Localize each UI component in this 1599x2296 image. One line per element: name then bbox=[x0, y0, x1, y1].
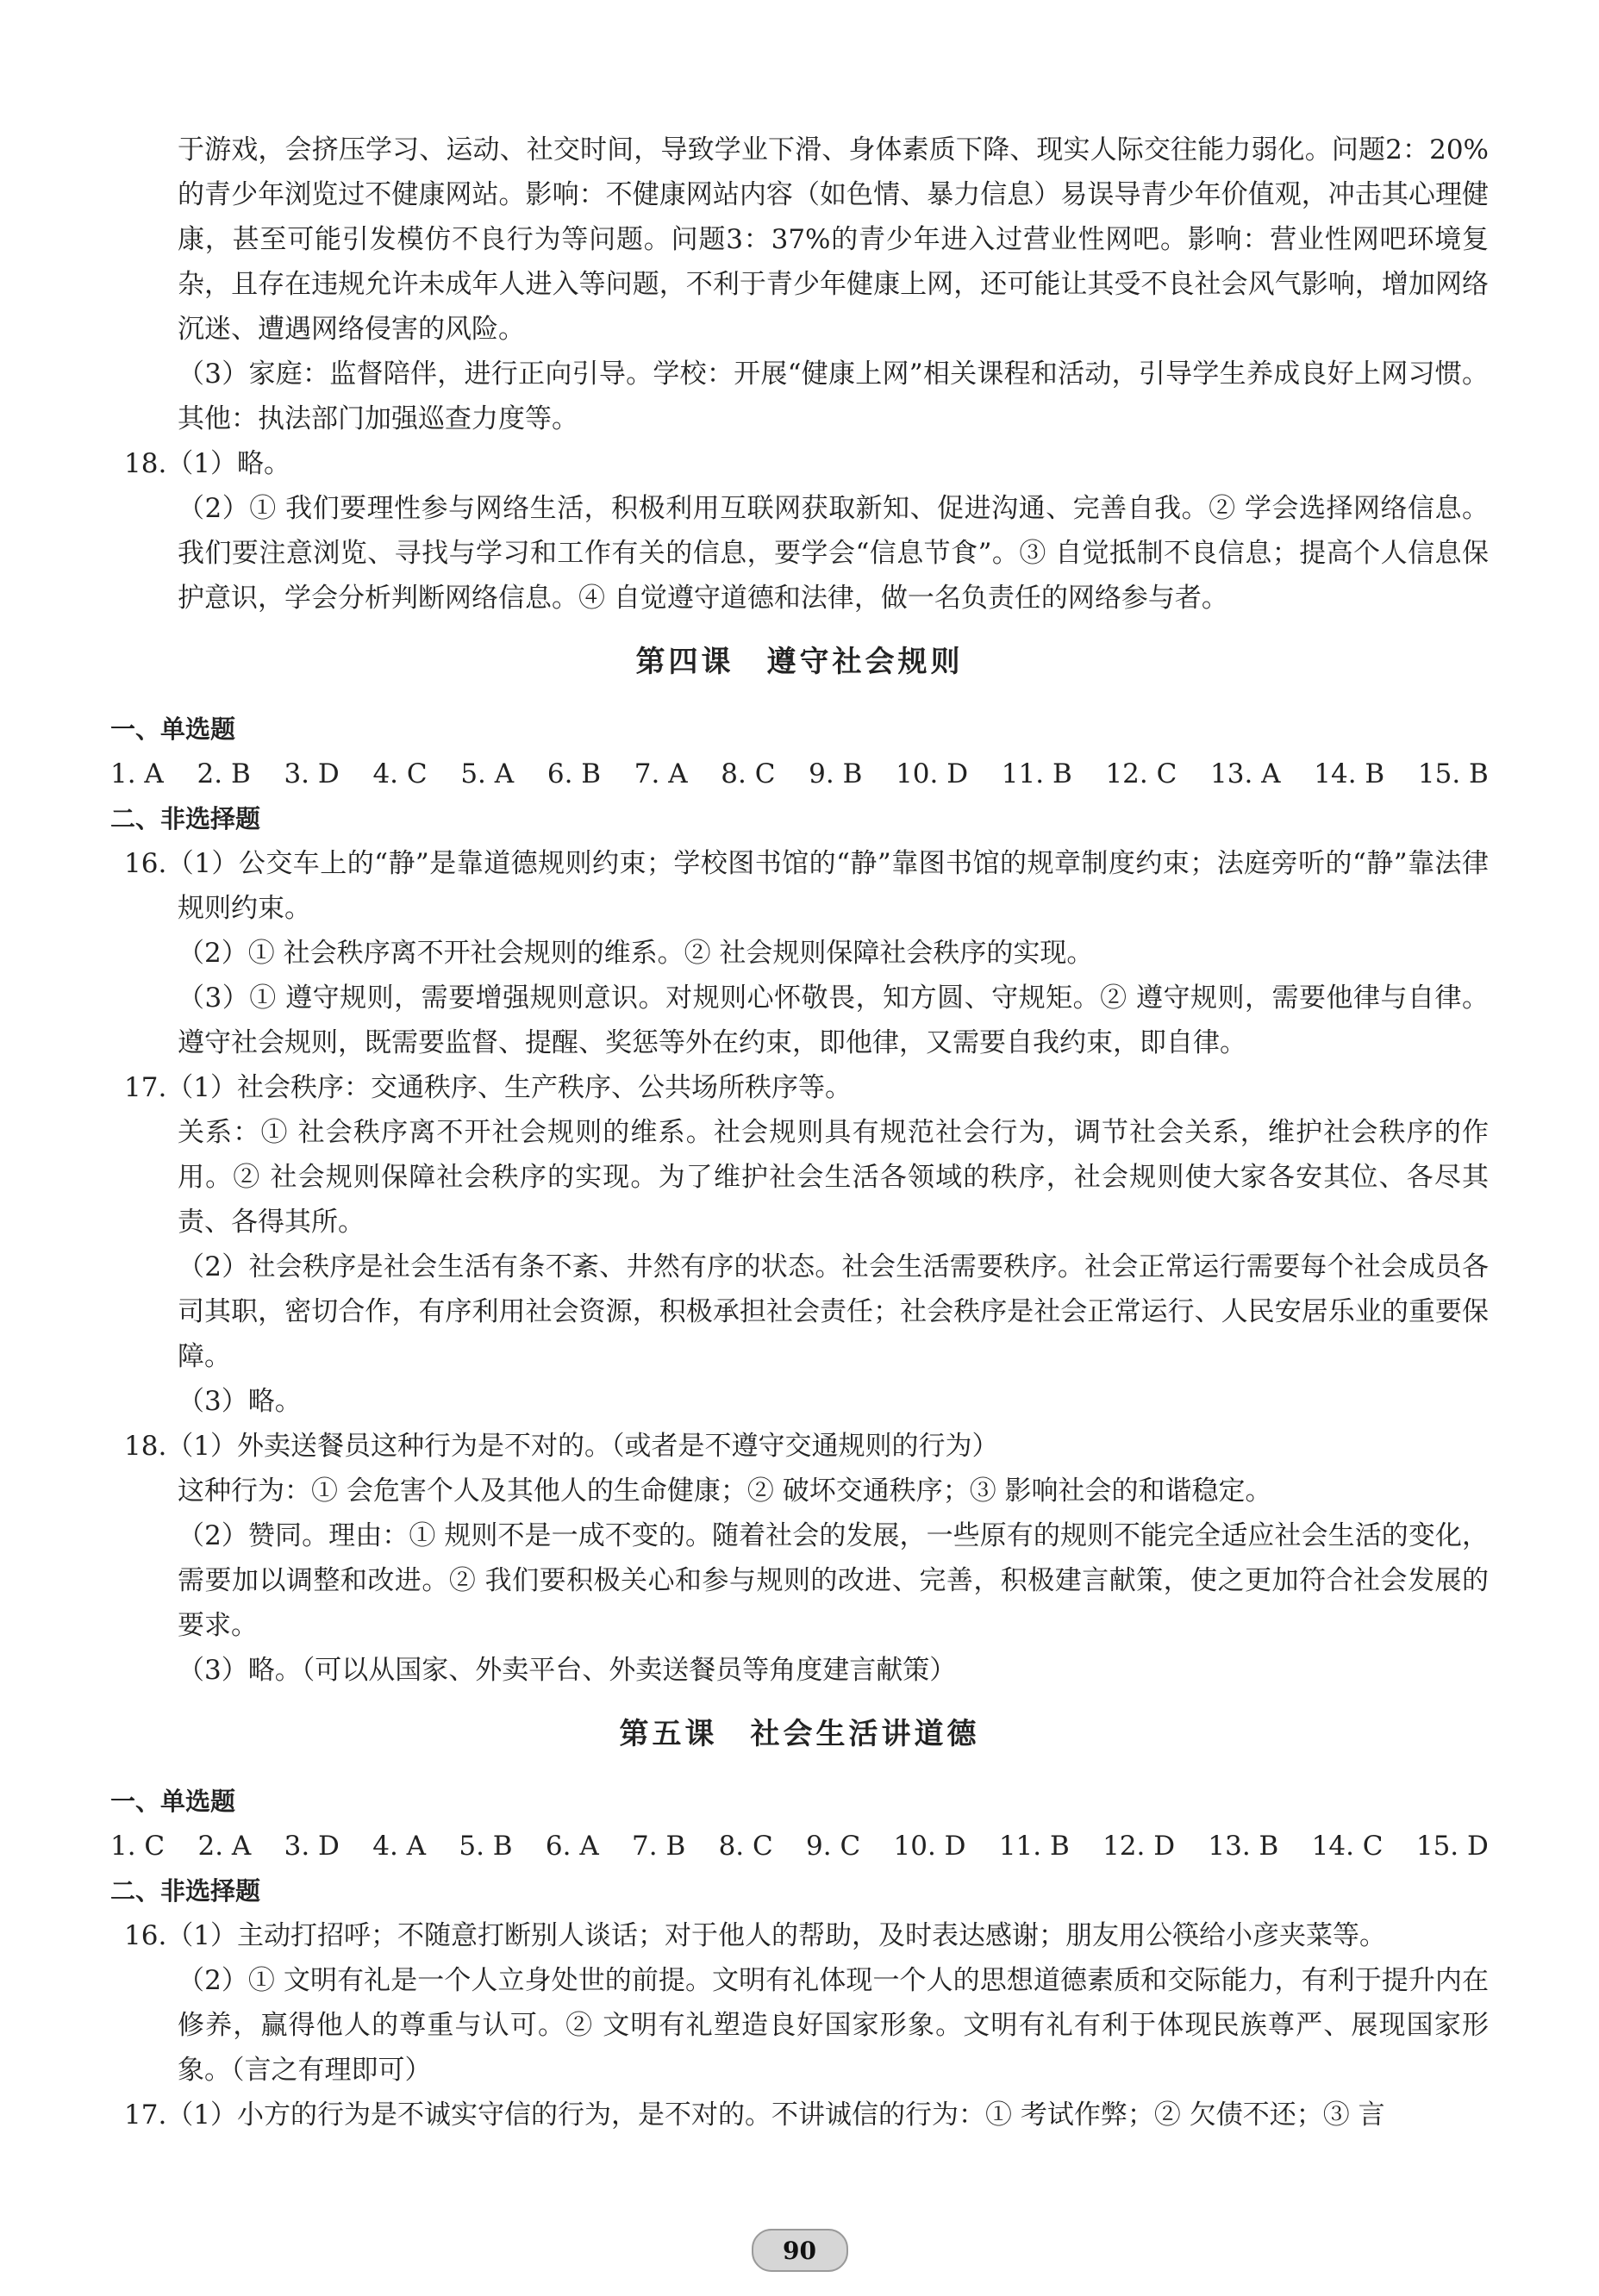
answer-key-row bbox=[110, 1824, 1489, 1869]
answer-paragraph: （3）略。（可以从国家、外卖平台、外卖送餐员等角度建言献策） bbox=[178, 1655, 957, 1686]
answer-item: 3. D bbox=[284, 1831, 340, 1862]
answer-item: 14. C bbox=[1311, 1831, 1384, 1862]
answer-item: 12. C bbox=[1105, 758, 1177, 789]
answer-item: 9. B bbox=[809, 758, 863, 789]
answer-item: 8. C bbox=[721, 758, 776, 789]
answer-item: 1. C bbox=[110, 1831, 166, 1862]
answer-item: 2. A bbox=[197, 1831, 252, 1862]
answer-paragraph: （3）家庭：监督陪伴，进行正向引导。学校：开展“健康上网”相关课程和活动，引导学生养成良好上网习惯。其他：执法部门加强巡查力度等。 bbox=[178, 359, 1489, 434]
answer-item: 3. D bbox=[284, 758, 340, 789]
answer-item: 10. D bbox=[896, 758, 969, 789]
section-heading: 二、非选择题 bbox=[110, 804, 261, 833]
answer-item: 6. A bbox=[545, 1831, 599, 1862]
answer-paragraph: 18.（1）外卖送餐员这种行为是不对的。（或者是不遵守交通规则的行为） bbox=[124, 1431, 999, 1462]
answer-item: 6. B bbox=[547, 758, 602, 789]
answer-item: 8. C bbox=[718, 1831, 773, 1862]
answer-item: 13. B bbox=[1208, 1831, 1279, 1862]
answer-paragraph: 这种行为：① 会危害个人及其他人的生命健康；② 破坏交通秩序；③ 影响社会的和谐稳定。 bbox=[178, 1476, 1272, 1507]
answer-paragraph: （3）① 遵守规则，需要增强规则意识。对规则心怀敬畏，知方圆、守规矩。② 遵守规则，需要他律与自律。遵守社会规则，既需要监督、提醒、奖惩等外在约束，即他律，又需要自我约束，即自律。 bbox=[178, 983, 1489, 1058]
answer-paragraph: （2）① 我们要理性参与网络生活，积极利用互联网获取新知、促进沟通、完善自我。② 学会选择网络信息。我们要注意浏览、寻找与学习和工作有关的信息，要学会“信息节食”。③ 自觉抵制不良信息；提高个人信息保护意识，学会分析判断网络信息。④ 自觉遵守道德和法律，做一名负责任的网络参与者。 bbox=[178, 493, 1489, 614]
answer-paragraph: （2）① 社会秩序离不开社会规则的维系。② 社会规则保障社会秩序的实现。 bbox=[178, 938, 1094, 969]
answer-item: 12. D bbox=[1102, 1831, 1176, 1862]
answer-item: 9. C bbox=[806, 1831, 861, 1862]
answer-item: 10. D bbox=[893, 1831, 966, 1862]
answer-paragraph: 于游戏，会挤压学习、运动、社交时间，导致学业下滑、身体素质下降、现实人际交往能力弱化。问题2：20%的青少年浏览过不健康网站。影响：不健康网站内容（如色情、暴力信息）易误导青少年价值观，冲击其心理健康，甚至可能引发模仿不良行为等问题。问题3：37%的青少年进入过营业性网吧。影响：营业性网吧环境复杂，且存在违规允许未成年人进入等问题，不利于青少年健康上网，还可能让其受不良社会风气影响，增加网络沉迷、遭遇网络侵害的风险。 bbox=[178, 134, 1489, 345]
answer-item: 15. B bbox=[1417, 758, 1489, 789]
answer-item: 15. D bbox=[1415, 1831, 1489, 1862]
answer-item: 11. B bbox=[998, 1831, 1070, 1862]
answer-paragraph: 关系：① 社会秩序离不开社会规则的维系。社会规则具有规范社会行为，调节社会关系，维护社会秩序的作用。② 社会规则保障社会秩序的实现。为了维护社会生活各领域的秩序，社会规则使大家各安其位、各尽其责、各得其所。 bbox=[178, 1117, 1489, 1238]
answer-item: 5. A bbox=[460, 758, 515, 789]
answer-paragraph: 17.（1）小方的行为是不诚实守信的行为，是不对的。不讲诚信的行为：① 考试作弊；② 欠债不还；③ 言 bbox=[124, 2099, 1385, 2131]
answer-paragraph: （3）略。 bbox=[178, 1386, 302, 1417]
answer-paragraph: （2）① 文明有礼是一个人立身处世的前提。文明有礼体现一个人的思想道德素质和交际能力，有利于提升内在修养，赢得他人的尊重与认可。② 文明有礼塑造良好国家形象。文明有礼有利于体现民族尊严、展现国家形象。（言之有理即可） bbox=[178, 1965, 1489, 2086]
answer-paragraph: （2）社会秩序是社会生活有条不紊、井然有序的状态。社会生活需要秩序。社会正常运行需要每个社会成员各司其职，密切合作，有序利用社会资源，积极承担社会责任；社会秩序是社会正常运行、人民安居乐业的重要保障。 bbox=[178, 1251, 1489, 1372]
answer-item: 7. A bbox=[634, 758, 688, 789]
answer-item: 5. B bbox=[459, 1831, 513, 1862]
section-heading: 一、单选题 bbox=[110, 714, 236, 744]
answer-paragraph: 16.（1）主动打招呼；不随意打断别人谈话；对于他人的帮助，及时表达感谢；朋友用公筷给小彦夹菜等。 bbox=[124, 1920, 1387, 1951]
answer-item: 11. B bbox=[1001, 758, 1072, 789]
answer-item: 2. B bbox=[197, 758, 251, 789]
answer-item: 4. A bbox=[372, 1831, 427, 1862]
lesson-title: 第五课 社会生活讲道德 bbox=[619, 1717, 980, 1751]
answer-paragraph: 17.（1）社会秩序：交通秩序、生产秩序、公共场所秩序等。 bbox=[124, 1072, 853, 1103]
section-heading: 二、非选择题 bbox=[110, 1876, 261, 1906]
answer-key-row bbox=[110, 752, 1489, 796]
answer-paragraph: （2）赞同。理由：① 规则不是一成不变的。随着社会的发展，一些原有的规则不能完全适应社会生活的变化，需要加以调整和改进。② 我们要积极关心和参与规则的改进、完善，积极建言献策，使之更加符合社会发展的要求。 bbox=[178, 1520, 1489, 1641]
answer-item: 14. B bbox=[1314, 758, 1385, 789]
answer-item: 1. A bbox=[110, 758, 164, 789]
page-number: 90 bbox=[752, 2229, 848, 2272]
answer-paragraph: 16.（1）公交车上的“静”是靠道德规则约束；学校图书馆的“静”靠图书馆的规章制度约束；法庭旁听的“静”靠法律规则约束。 bbox=[124, 848, 1489, 924]
answer-item: 4. C bbox=[372, 758, 428, 789]
answer-item: 13. A bbox=[1210, 758, 1281, 789]
answer-paragraph: 18.（1）略。 bbox=[124, 448, 291, 479]
answer-item: 7. B bbox=[632, 1831, 686, 1862]
lesson-title: 第四课 遵守社会规则 bbox=[635, 645, 964, 679]
section-heading: 一、单选题 bbox=[110, 1787, 236, 1816]
